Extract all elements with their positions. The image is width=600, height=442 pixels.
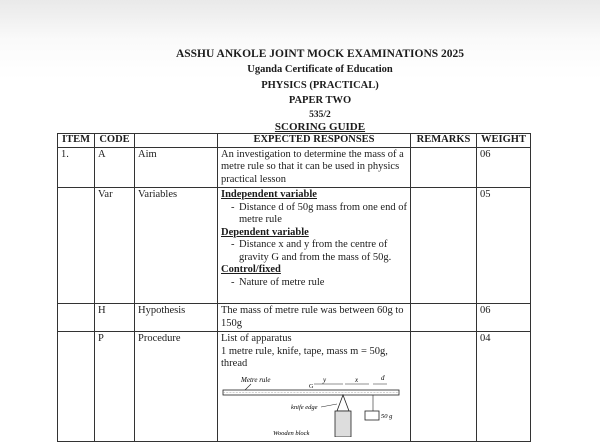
response-cell: The mass of metre rule was between 60g to 150g <box>218 304 411 332</box>
scoring-guide-title: SCORING GUIDE <box>274 121 366 133</box>
code-cell: H <box>95 304 135 332</box>
certificate-title: Uganda Certificate of Education <box>247 64 393 75</box>
list-item: - Distance x and y from the centre of gravity G and from the mass of 50g. <box>231 239 392 263</box>
mass-block <box>365 411 379 420</box>
header-remarks: REMARKS <box>411 134 477 148</box>
table-row <box>58 147 531 188</box>
scoring-table <box>57 133 531 442</box>
mass-label: 50 g <box>381 412 393 420</box>
remarks-cell <box>411 304 477 332</box>
y-label: y <box>323 375 327 384</box>
label-cell: Procedure <box>135 332 218 442</box>
header-item: ITEM <box>58 134 95 148</box>
remarks-cell <box>411 332 477 442</box>
remarks-cell <box>411 188 477 304</box>
metre-rule-diagram <box>221 373 407 437</box>
independent-variable-heading: Independent variable <box>221 189 317 200</box>
x-label: x <box>355 375 359 384</box>
response-cell: An investigation to determine the mass of a metre rule so that it can be used in physics practical lesson <box>218 147 411 188</box>
wooden-block-label: Wooden block <box>273 429 310 437</box>
header-code: CODE <box>95 134 135 148</box>
control-variable-heading: Control/fixed <box>221 264 281 275</box>
header-blank <box>135 134 218 148</box>
table-row <box>58 304 531 332</box>
paper-title: PAPER TWO <box>288 95 352 106</box>
label-cell: Hypothesis <box>135 304 218 332</box>
list-item: - Nature of metre rule <box>231 276 325 288</box>
header-weight: WEIGHT <box>477 134 531 148</box>
apparatus-list: 1 metre rule, knife, tape, mass m = 50g, <box>221 345 388 357</box>
table-header-row <box>58 134 531 148</box>
dependent-variable-text: Distance x and y from the centre of gravity G and from the mass of 50g. <box>239 239 392 263</box>
weight-cell: 05 <box>477 188 531 304</box>
paper-code: 535/2 <box>309 110 331 120</box>
item-cell <box>58 188 95 304</box>
dependent-variable-heading: Dependent variable <box>221 226 309 238</box>
header-expected-responses: EXPECTED RESPONSES <box>218 134 411 148</box>
list-item: - Distance d of 50g mass from one end of metre rule <box>231 201 407 225</box>
d-label: d <box>381 373 385 382</box>
code-cell: P <box>95 332 135 442</box>
metre-rule-pointer <box>245 384 251 390</box>
metre-rule-label: Metre rule <box>241 375 271 384</box>
apparatus-list-cont: thread <box>221 358 248 369</box>
knife-edge <box>337 395 349 411</box>
code-cell: Var <box>95 188 135 304</box>
remarks-cell <box>411 147 477 188</box>
independent-variable-text: Distance d of 50g mass from one end of metre rule <box>239 201 407 225</box>
exam-title: ASSHU ANKOLE JOINT MOCK EXAMINATIONS 2025 <box>175 48 465 60</box>
control-variable-text: Nature of metre rule <box>239 276 325 288</box>
apparatus-heading: List of apparatus <box>221 333 292 344</box>
item-cell <box>58 304 95 332</box>
table-row <box>58 332 531 442</box>
weight-cell: 04 <box>477 332 531 442</box>
knife-edge-pointer <box>321 404 337 407</box>
weight-cell: 06 <box>477 304 531 332</box>
response-cell <box>218 332 411 442</box>
label-cell: Variables <box>135 188 218 304</box>
item-cell <box>58 332 95 442</box>
subject-title: PHYSICS (PRACTICAL) <box>261 80 379 91</box>
item-cell: 1. <box>58 147 95 188</box>
weight-cell: 06 <box>477 147 531 188</box>
g-label: G <box>309 383 314 390</box>
table-row <box>58 188 531 304</box>
label-cell: Aim <box>135 147 218 188</box>
response-cell <box>218 188 411 304</box>
code-cell: A <box>95 147 135 188</box>
knife-edge-label: knife edge <box>291 403 318 411</box>
